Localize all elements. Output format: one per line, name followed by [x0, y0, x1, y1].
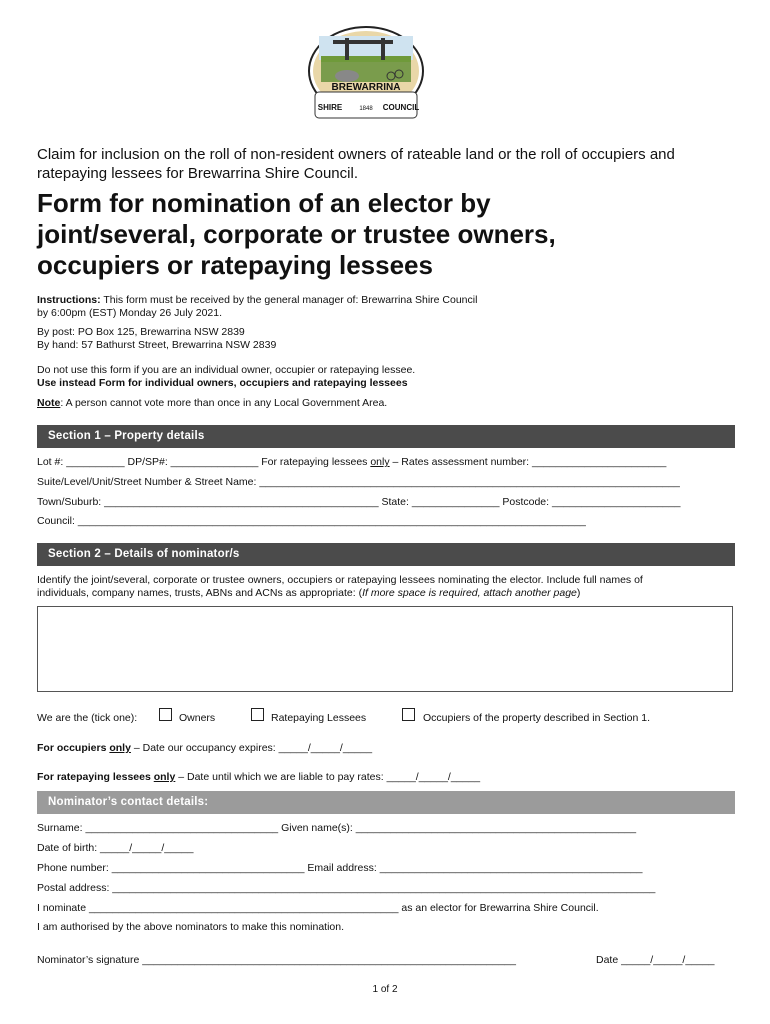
- postal-row: Postal address: _____________________________________________________________________________________________: [37, 882, 656, 894]
- owners-checkbox[interactable]: [159, 708, 172, 721]
- lessees-date-text: – Date until which we are liable to pay rates: _____/_____/_____: [175, 771, 481, 783]
- identify-line2: [37, 587, 737, 600]
- logo-top-text: BREWARRINA: [331, 82, 401, 93]
- instructions-label: Instructions:: [37, 294, 101, 306]
- signature-row: Nominator’s signature ________________________________________________________________: [37, 954, 516, 966]
- hand-address: By hand: 57 Bathurst Street, Brewarrina NSW 2839: [37, 339, 277, 351]
- signature-date: Date _____/_____/_____: [596, 954, 715, 966]
- occupiers-checkbox[interactable]: [402, 708, 415, 721]
- post-address: By post: PO Box 125, Brewarrina NSW 2839: [37, 326, 245, 338]
- form-title: [37, 188, 737, 281]
- identify-text: individuals, company names, trusts, ABNs and ACNs as appropriate: (: [37, 587, 363, 599]
- street-row: Suite/Level/Unit/Street Number & Street Name: ________________________________________________________________________: [37, 476, 680, 488]
- owners-label: Owners: [179, 712, 216, 724]
- rates-number-text: – Rates assessment number: _______________________: [389, 456, 667, 468]
- nominate-row: I nominate _____________________________________________________ as an elector for Brewarrina Shire Council.: [37, 902, 599, 914]
- page-number: 1 of 2: [372, 984, 398, 995]
- logo-left-text: SHIRE: [317, 103, 343, 112]
- occupancy-row: [37, 742, 372, 755]
- note-line: [37, 397, 387, 410]
- only-emphasis: only: [370, 456, 390, 468]
- occupancy-text: – Date our occupancy expires: _____/_____/_____: [130, 742, 373, 754]
- alternative-form-text: Use instead Form for individual owners, occupiers and ratepaying lessees: [37, 377, 408, 389]
- lot-dp-text: Lot #: __________ DP/SP#: _______________ For ratepaying lessees: [37, 456, 371, 468]
- identify-line1: Identify the joint/several, corporate or trustee owners, occupiers or ratepaying lessees nominating the elector. Include full names of: [37, 574, 643, 586]
- tick-label: We are the (tick one):: [37, 712, 138, 724]
- lessees-only: only: [153, 771, 176, 783]
- note-text: : A person cannot vote more than once in any Local Government Area.: [60, 397, 388, 409]
- authorised-row: I am authorised by the above nominators to make this nomination.: [37, 921, 345, 933]
- name-row: Surname: _________________________________ Given name(s): ________________________________________________: [37, 822, 637, 834]
- lessees-label: Ratepaying Lessees: [271, 712, 367, 724]
- nominators-text-box[interactable]: [37, 606, 733, 692]
- lessees-row: [37, 771, 480, 784]
- section1-header: Section 1 – Property details: [37, 425, 735, 448]
- contact-header: Nominator’s contact details:: [37, 791, 735, 814]
- council-row: Council: _______________________________________________________________________________________: [37, 515, 586, 527]
- phone-email-row: Phone number: _________________________________ Email address: _____________________________________________: [37, 862, 643, 874]
- section2-header: Section 2 – Details of nominator/s: [37, 543, 735, 566]
- logo-right-text: COUNCIL: [382, 103, 420, 112]
- town-row: Town/Suburb: _______________________________________________ State: _______________ Postcode: ______________________: [37, 496, 681, 508]
- title-line: Form for nomination of an elector by: [37, 188, 491, 218]
- dob-row: Date of birth: _____/_____/_____: [37, 842, 194, 854]
- identify-italic: If more space is required, attach another page: [362, 587, 577, 599]
- lessees-date-label: For ratepaying lessees: [37, 771, 154, 783]
- instructions: [37, 294, 737, 307]
- lessees-checkbox[interactable]: [251, 708, 264, 721]
- occupiers-label: Occupiers of the property described in Section 1.: [423, 712, 651, 724]
- identify-close: ): [576, 587, 581, 599]
- deadline-text: by 6:00pm (EST) Monday 26 July 2021.: [37, 307, 223, 319]
- occupancy-label: For occupiers: [37, 742, 110, 754]
- title-line: joint/several, corporate or trustee owners,: [37, 219, 556, 249]
- note-label: Note: [37, 397, 61, 409]
- council-logo: [303, 26, 429, 126]
- notice-text: Do not use this form if you are an individual owner, occupier or ratepaying lessee.: [37, 364, 416, 376]
- instructions-text: This form must be received by the general manager of: Brewarrina Shire Council: [103, 294, 478, 306]
- intro-text: Claim for inclusion on the roll of non-resident owners of rateable land or the roll of occupiers and ratepaying lessees for Brewarrina Shire Council.: [37, 146, 675, 182]
- lot-dp-row: [37, 456, 666, 469]
- title-line: occupiers or ratepaying lessees: [37, 250, 433, 280]
- occupancy-only: only: [109, 742, 131, 754]
- logo-mid-text: 1848: [359, 106, 373, 112]
